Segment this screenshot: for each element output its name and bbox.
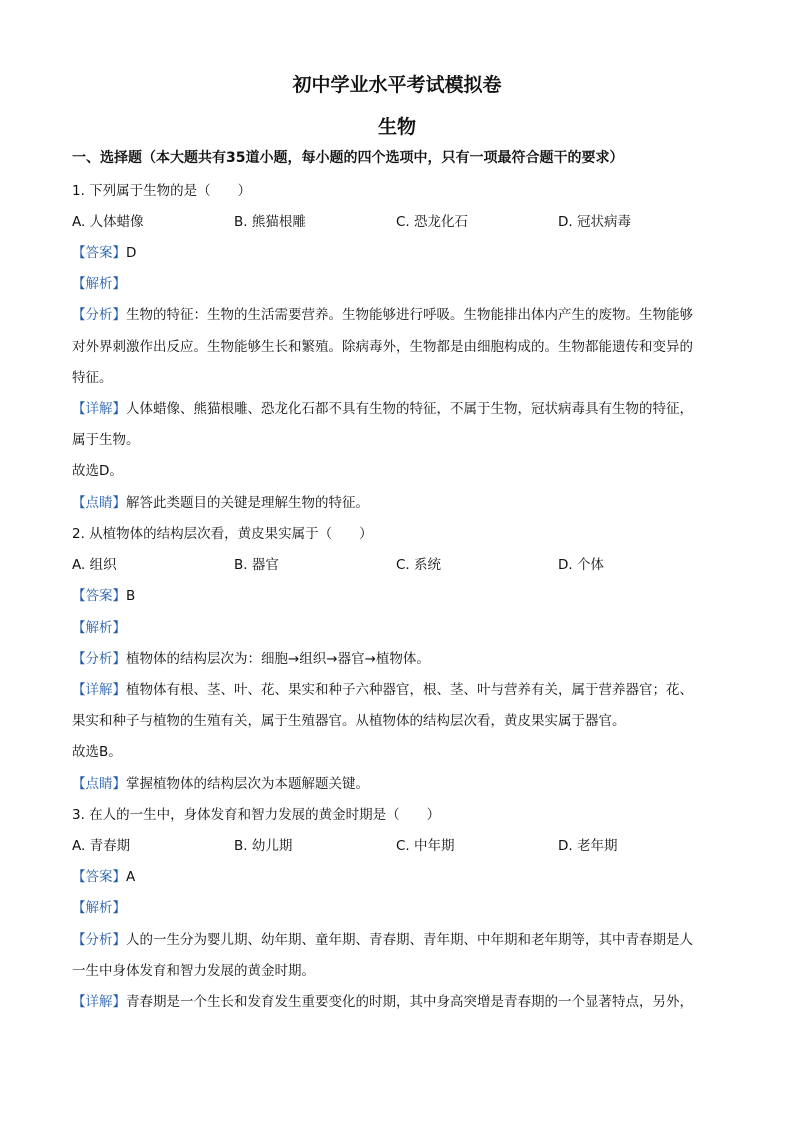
fenxi-text: 人的一生分为婴儿期、幼年期、童年期、青春期、青年期、中年期和老年期等，其中青春期是人 [126, 932, 693, 948]
xiangjie-text: 青春期是一个生长和发育发生重要变化的时期，其中身高突增是青春期的一个显著特点，另外， [126, 994, 693, 1010]
subject-title: 生物 [377, 116, 416, 138]
dianjing-line [72, 493, 722, 513]
answer-line [72, 867, 722, 887]
option-a: A. 青春期 [72, 838, 131, 854]
question-stem: 2. 从植物体的结构层次看，黄皮果实属于（ ） [72, 526, 373, 542]
question-stem: 1. 下列属于生物的是（ ） [72, 183, 252, 199]
answer-value: B [126, 588, 136, 604]
answer-value: A [126, 869, 136, 885]
fenxi-line [72, 930, 722, 950]
fenxi-text: 生物的特征：生物的生活需要营养。生物能够进行呼吸。生物能排出体内产生的废物。生物能够 [126, 307, 693, 323]
xiangjie-text: 人体蜡像、熊猫根雕、恐龙化石都不具有生物的特征，不属于生物，冠状病毒具有生物的特征， [126, 401, 693, 417]
analysis-tag: 【解析】 [72, 276, 126, 292]
fenxi-text: 对外界刺激作出反应。生物能够生长和繁殖。除病毒外，生物都是由细胞构成的。生物都能遗传和变异的 [72, 339, 693, 355]
fenxi-tag: 【分析】 [72, 307, 126, 323]
dianjing-tag: 【点睛】 [72, 495, 126, 511]
option-b: B. 器官 [234, 557, 279, 573]
xiangjie-text: 属于生物。 [72, 432, 140, 448]
option-b: B. 熊猫根雕 [234, 214, 306, 230]
option-c: C. 中年期 [396, 838, 455, 854]
answer-tag: 【答案】 [72, 588, 126, 604]
option-c: C. 恐龙化石 [396, 214, 469, 230]
answer-line [72, 586, 722, 606]
answer-tag: 【答案】 [72, 245, 126, 261]
fenxi-line [72, 305, 722, 325]
dianjing-line [72, 774, 722, 794]
exam-title: 初中学业水平考试模拟卷 [292, 74, 502, 96]
xiangjie-line [72, 680, 722, 700]
choose-line: 故选B。 [72, 744, 122, 760]
answer-line [72, 243, 722, 263]
analysis-tag: 【解析】 [72, 900, 126, 916]
option-a: A. 组织 [72, 557, 117, 573]
analysis-tag: 【解析】 [72, 620, 126, 636]
option-d: D. 老年期 [558, 838, 618, 854]
dianjing-text: 解答此类题目的关键是理解生物的特征。 [126, 495, 369, 511]
option-d: D. 个体 [558, 557, 604, 573]
fenxi-text: 特征。 [72, 370, 113, 386]
question-stem: 3. 在人的一生中，身体发育和智力发展的黄金时期是（ ） [72, 807, 441, 823]
xiangjie-line [72, 399, 722, 419]
fenxi-text: 植物体的结构层次为：细胞→组织→器官→植物体。 [126, 651, 430, 667]
dianjing-text: 掌握植物体的结构层次为本题解题关键。 [126, 776, 369, 792]
answer-value: D [126, 245, 137, 261]
option-d: D. 冠状病毒 [558, 214, 631, 230]
xiangjie-tag: 【详解】 [72, 682, 126, 698]
option-b: B. 幼儿期 [234, 838, 293, 854]
option-a: A. 人体蜡像 [72, 214, 144, 230]
fenxi-tag: 【分析】 [72, 932, 126, 948]
xiangjie-line [72, 992, 722, 1012]
xiangjie-tag: 【详解】 [72, 994, 126, 1010]
dianjing-tag: 【点睛】 [72, 776, 126, 792]
xiangjie-text: 植物体有根、茎、叶、花、果实和种子六种器官，根、茎、叶与营养有关，属于营养器官；花、 [126, 682, 693, 698]
section-heading: 一、选择题（本大题共有35道小题，每小题的四个选项中，只有一项最符合题干的要求） [72, 150, 624, 166]
fenxi-line [72, 649, 722, 669]
choose-line: 故选D。 [72, 463, 123, 479]
option-c: C. 系统 [396, 557, 442, 573]
fenxi-text: 一生中身体发育和智力发展的黄金时期。 [72, 963, 315, 979]
xiangjie-text: 果实和种子与植物的生殖有关，属于生殖器官。从植物体的结构层次看，黄皮果实属于器官。 [72, 713, 626, 729]
fenxi-tag: 【分析】 [72, 651, 126, 667]
answer-tag: 【答案】 [72, 869, 126, 885]
xiangjie-tag: 【详解】 [72, 401, 126, 417]
